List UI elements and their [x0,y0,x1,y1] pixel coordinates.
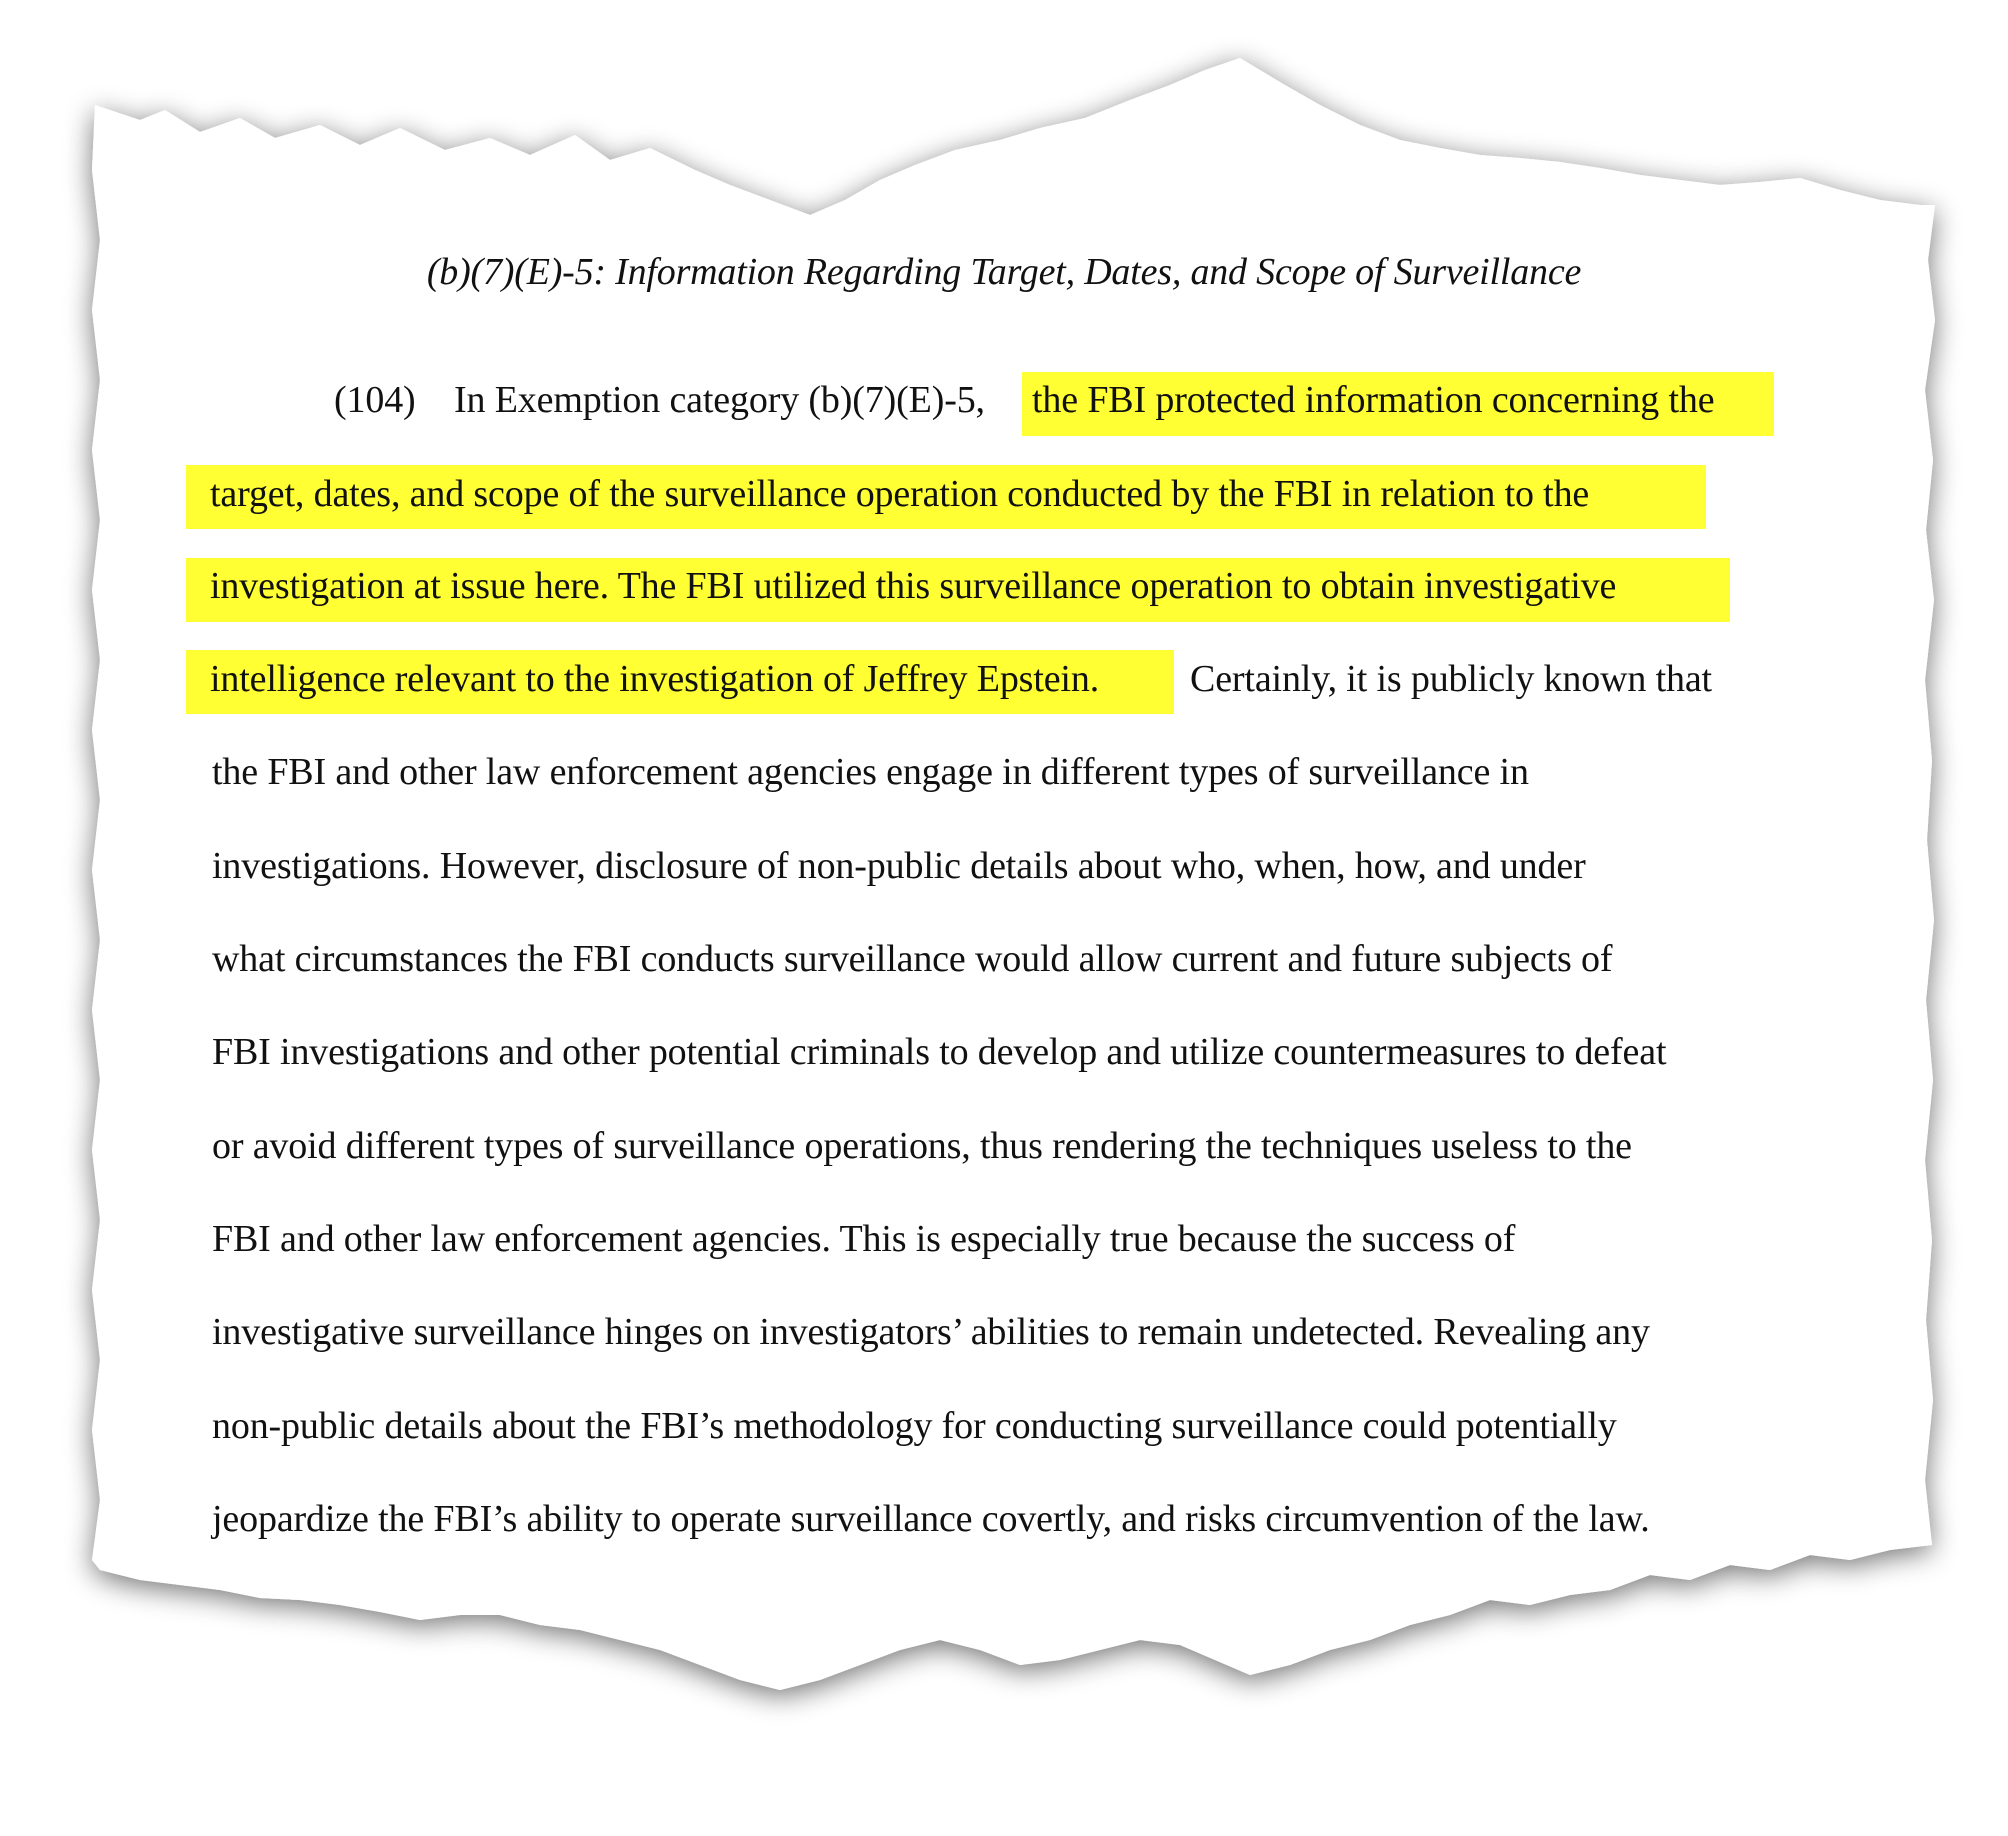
line-text-highlighted: intelligence relevant to the investigation of Jeffrey Epstein. [210,658,1100,700]
line-text-highlighted: the FBI protected information concerning the [1032,379,1715,421]
section-heading: (b)(7)(E)-5: Information Regarding Target, Dates, and Scope of Surveillance [426,251,1582,293]
line-text-highlighted: investigation at issue here. The FBI utilized this surveillance operation to obtain investigative [210,565,1617,607]
line-text-plain: In Exemption category (b)(7)(E)-5, [454,379,985,421]
paragraph-line-9: or avoid different types of surveillance operations, thus rendering the techniques useless to the [212,1125,1632,1167]
line-text-plain: Certainly, it is publicly known that [1190,658,1712,700]
paragraph-line-1-highlight [1032,376,1714,424]
paragraph-line-3 [210,562,1616,610]
paragraph-line-6: investigations. However, disclosure of non-public details about who, when, how, and under [212,845,1586,887]
paragraph-line-11: investigative surveillance hinges on investigators’ abilities to remain undetected. Revealing any [212,1311,1650,1353]
paragraph-line-2 [210,470,1589,518]
paragraph-line-12: non-public details about the FBI’s methodology for conducting surveillance could potentially [212,1405,1617,1447]
paragraph-line-10: FBI and other law enforcement agencies. This is especially true because the success of [212,1218,1516,1260]
paragraph-line-4-plain [1190,655,1712,703]
paragraph-line-5: the FBI and other law enforcement agencies engage in different types of surveillance in [212,751,1529,793]
paragraph-line-4 [210,655,1099,703]
paragraph-line-7: what circumstances the FBI conducts surveillance would allow current and future subjects of [212,938,1613,980]
paragraph-line-1 [334,376,985,424]
paragraph-line-8: FBI investigations and other potential criminals to develop and utilize countermeasures to defeat [212,1031,1667,1073]
paragraph-number: (104) [334,379,416,421]
paragraph-line-13: jeopardize the FBI’s ability to operate surveillance covertly, and risks circumvention of the law. [212,1498,1650,1540]
line-text-highlighted: target, dates, and scope of the surveillance operation conducted by the FBI in relation to the [210,473,1590,515]
